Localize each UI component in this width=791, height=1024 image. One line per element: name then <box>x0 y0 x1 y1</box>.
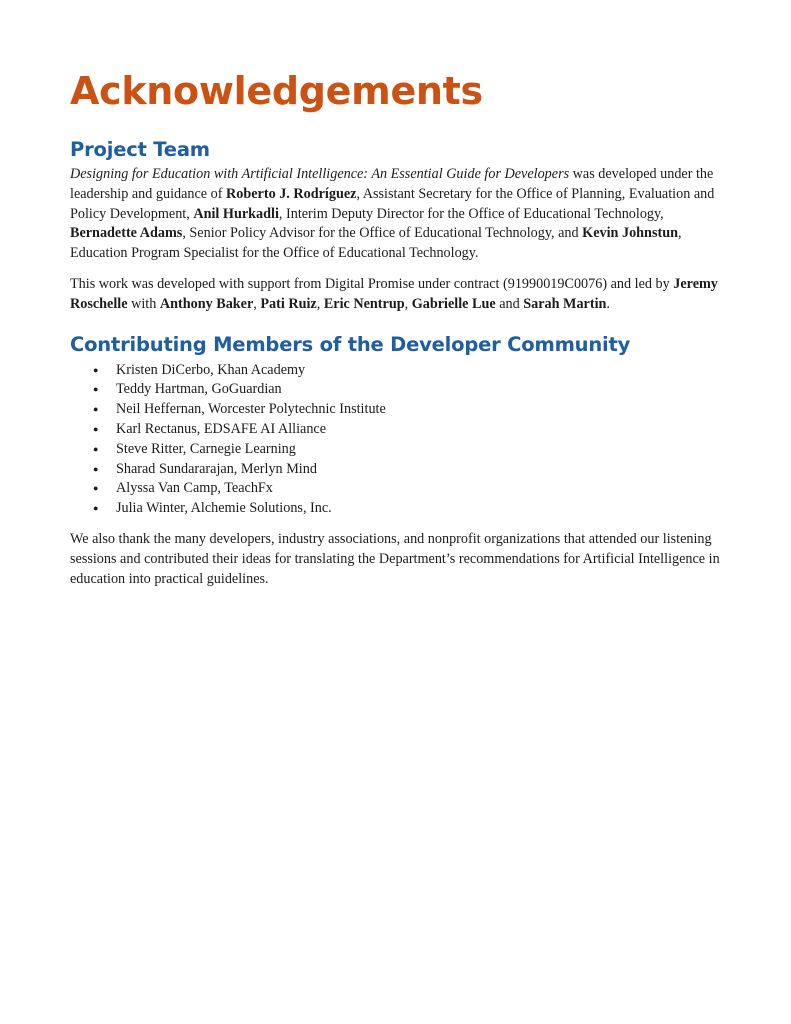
text-run: . <box>606 295 610 312</box>
contributors-list <box>70 361 721 519</box>
list-item <box>93 460 721 480</box>
text-run: with <box>127 295 160 312</box>
text-run: and <box>495 295 524 312</box>
bullet-icon: ● <box>93 423 99 434</box>
list-item <box>93 440 721 460</box>
text-run: , <box>404 295 412 312</box>
text-run: , <box>316 295 324 312</box>
list-item <box>93 380 721 400</box>
contributor-name: Alyssa Van Camp, TeachFx <box>116 480 273 497</box>
contributor-name: Karl Rectanus, EDSAFE AI Alliance <box>116 420 327 437</box>
person-name: Sarah Martin <box>523 295 607 312</box>
bullet-icon: ● <box>93 483 99 494</box>
person-name: Anil Hurkadli <box>193 205 279 222</box>
person-name: Kevin Johnstun <box>582 225 678 242</box>
thanks-paragraph: We also thank the many developers, industry associations, and nonprofit organizations that attended our listening sessions and contributed their ideas for translating the Department’s recommendations for Artificial Intelligence in education into practical guidelines. <box>70 530 720 587</box>
person-name: Anthony Baker <box>159 295 254 312</box>
text-run: , <box>253 295 261 312</box>
text-run: , Senior Policy Advisor for the Office of Educational Technology, and <box>182 225 583 242</box>
contributors-heading: Contributing Members of the Developer Community <box>70 332 631 356</box>
contributor-name: Julia Winter, Alchemie Solutions, Inc. <box>116 500 332 517</box>
list-item <box>93 400 721 420</box>
bullet-icon: ● <box>93 443 99 454</box>
person-name: Gabrielle Lue <box>411 295 496 312</box>
page-title: Acknowledgements <box>70 69 483 113</box>
support-paragraph <box>70 275 721 315</box>
person-name: Jeremy Roschelle <box>70 275 718 312</box>
bullet-icon: ● <box>93 364 99 375</box>
contributor-name: Neil Heffernan, Worcester Polytechnic Institute <box>116 401 386 418</box>
list-item <box>93 479 721 499</box>
text-run: , Interim Deputy Director for the Office of Educational Technology, <box>278 205 664 222</box>
person-name: Bernadette Adams <box>70 225 183 242</box>
bullet-icon: ● <box>93 503 99 514</box>
person-name: Pati Ruiz <box>260 295 317 312</box>
person-name: Roberto J. Rodríguez <box>226 185 357 202</box>
project-team-paragraph <box>70 165 721 264</box>
contributor-name: Steve Ritter, Carnegie Learning <box>116 440 296 457</box>
contributor-name: Sharad Sundararajan, Merlyn Mind <box>116 460 317 477</box>
text-run: was developed under the leadership and guidance of <box>70 166 714 202</box>
list-item <box>93 499 721 519</box>
contributor-name: Teddy Hartman, GoGuardian <box>116 381 282 398</box>
person-name: Eric Nentrup <box>323 295 405 312</box>
bullet-icon: ● <box>93 384 99 395</box>
publication-title: Designing for Education with Artificial Intelligence: An Essential Guide for Developers <box>70 166 570 182</box>
text-run: This work was developed with support from Digital Promise under contract (91990019C0076) and led by <box>70 275 674 292</box>
bullet-icon: ● <box>93 404 99 415</box>
text-run: , Assistant Secretary for the Office of Planning, Evaluation and Policy Development, <box>70 185 715 222</box>
text-run: , Education Program Specialist for the Office of Educational Technology. <box>70 225 682 262</box>
list-item <box>93 361 721 381</box>
contributor-name: Kristen DiCerbo, Khan Academy <box>116 361 306 378</box>
bullet-icon: ● <box>93 463 99 474</box>
list-item <box>93 420 721 440</box>
project-team-heading: Project Team <box>70 138 210 161</box>
